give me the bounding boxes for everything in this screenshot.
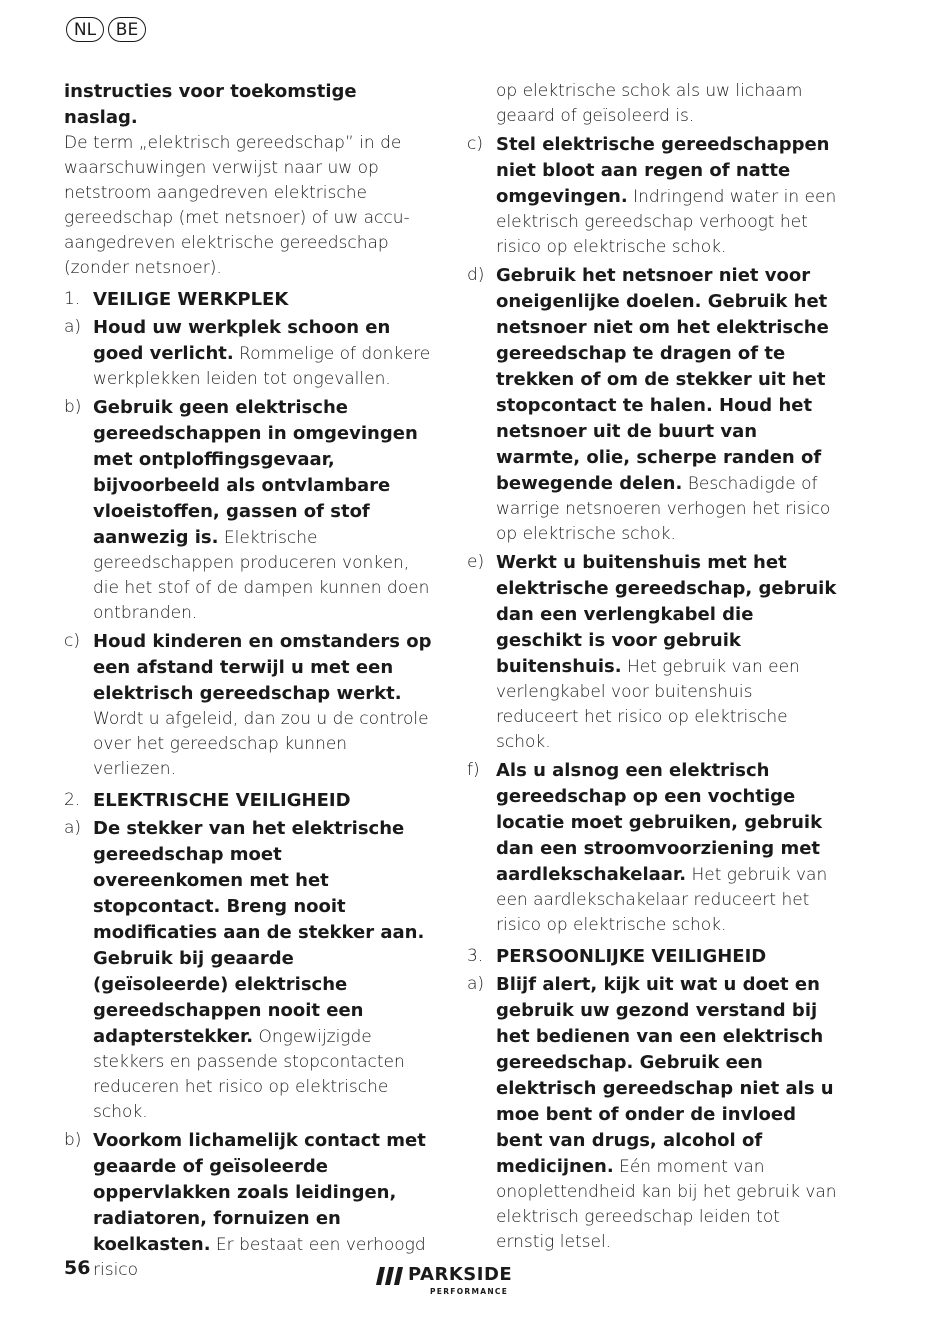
list-item-1b <box>64 395 434 626</box>
section-heading-2 <box>64 788 434 813</box>
language-badge-be: BE <box>108 17 146 42</box>
item-letter: b) <box>64 397 82 417</box>
list-item-2e <box>467 550 839 755</box>
item-text: Eén moment van onoplettendheid kan bij het gebruik van elektrisch gereedschap leiden tot ernstig letsel. <box>496 1157 837 1252</box>
item-bold: Werkt u buitenshuis met het elektrische gereedschap, gebruik dan een verlengkabel die geschikt is voor gebruik buitenshuis. <box>496 552 837 677</box>
intro-text: De term „elektrisch gereedschap” in de waarschuwingen verwijst naar uw op netstroom aangedreven elektrische gereedschap (met netsnoer) of uw accu-aangedreven elektrische gereedschap (zonder netsnoer). <box>64 133 410 278</box>
item-text: Elektrische gereedschappen produceren vonken, die het stof of de dampen kunnen doen ontbranden. <box>93 528 430 623</box>
continuation-text: op elektrische schok als uw lichaam geaard of geïsoleerd is. <box>496 81 803 126</box>
logo-stripes-icon <box>376 1267 404 1285</box>
section-title: VEILIGE WERKPLEK <box>93 289 289 310</box>
item-text: Het gebruik van een aardlekschakelaar reduceert het risico op elektrische schok. <box>496 865 828 935</box>
list-item-2b <box>64 1128 434 1283</box>
list-item-1c <box>64 629 434 782</box>
item-text: Rommelige of donkere werkplekken leiden tot ongevallen. <box>93 344 431 389</box>
item-bold: Gebruik geen elektrische gereedschappen in omgevingen met ontploffingsgevaar, bijvoorbeeld als ontvlambare vloeistoffen, gassen of stof aanwezig is. <box>93 397 418 548</box>
item-letter: d) <box>467 265 485 285</box>
list-item-3a <box>467 972 839 1255</box>
page-number: 56 <box>64 1257 91 1279</box>
language-badge-nl: NL <box>66 17 104 42</box>
logo-subtitle: PERFORMANCE <box>430 1287 509 1296</box>
list-item-2a <box>64 816 434 1125</box>
parkside-logo <box>376 1264 536 1300</box>
item-bold: De stekker van het elektrische gereedschap moet overeenkomen met het stopcontact. Breng nooit modificaties aan de stekker aan. Gebruik bij geaarde (geïsoleerde) elektrische gereedschappen nooit een adapterstekker. <box>93 818 425 1047</box>
item-bold: Gebruik het netsnoer niet voor oneigenlijke doelen. Gebruik het netsnoer niet om het elektrische gereedschap te dragen of te trekken of om de stekker uit het stopcontact te halen. Houd het netsnoer uit de buurt van warmte, olie, scherpe randen of bewegende delen. <box>496 265 829 494</box>
list-item-2f <box>467 758 839 938</box>
item-bold: Als u alsnog een elektrisch gereedschap op een vochtige locatie moet gebruiken, gebruik dan een stroomvoorziening met aardlekschakelaar. <box>496 760 823 885</box>
item-bold: Houd uw werkplek schoon en goed verlicht. <box>93 317 391 364</box>
language-badges <box>66 17 146 42</box>
item-text: Wordt u afgeleid, dan zou u de controle over het gereedschap kunnen verliezen. <box>93 709 429 779</box>
item-letter: e) <box>467 552 485 572</box>
continuation-paragraph <box>467 79 839 129</box>
item-letter: a) <box>64 818 82 838</box>
intro-bold: instructies voor toekomstige naslag. <box>64 81 357 128</box>
section-title: ELEKTRISCHE VEILIGHEID <box>93 790 351 811</box>
section-heading-1 <box>64 287 434 312</box>
section-number: 1. <box>64 289 81 309</box>
item-letter: c) <box>64 631 80 651</box>
item-text: Het gebruik van een verlengkabel voor buitenshuis reduceert het risico op elektrische schok. <box>496 657 800 752</box>
item-letter: f) <box>467 760 480 780</box>
item-letter: a) <box>467 974 485 994</box>
left-column <box>64 79 434 1283</box>
item-bold: Stel elektrische gereedschappen niet bloot aan regen of natte omgevingen. <box>496 134 830 207</box>
section-number: 2. <box>64 790 81 810</box>
section-title: PERSOONLIJKE VEILIGHEID <box>496 946 767 967</box>
item-text: Ongewijzigde stekkers en passende stopcontacten reduceren het risico op elektrische schok. <box>93 1027 405 1122</box>
section-heading-3 <box>467 944 839 969</box>
intro-paragraph <box>64 79 434 281</box>
item-bold: Voorkom lichamelijk contact met geaarde of geïsoleerde oppervlakken zoals leidingen, radiatoren, fornuizen en koelkasten. <box>93 1130 426 1255</box>
list-item-1a <box>64 315 434 392</box>
item-text: Er bestaat een verhoogd risico <box>93 1235 426 1280</box>
item-text: Indringend water in een elektrisch gereedschap verhoogt het risico op elektrische schok. <box>496 187 837 257</box>
item-letter: b) <box>64 1130 82 1150</box>
item-bold: Blijf alert, kijk uit wat u doet en gebruik uw gezond verstand bij het bedienen van een elektrisch gereedschap. Gebruik een elektrisch gereedschap niet als u moe bent of onder de invloed bent van drugs, alcohol of medicijnen. <box>496 974 834 1177</box>
logo-wordmark: PARKSIDE <box>408 1264 513 1285</box>
item-text: Beschadigde of warrige netsnoeren verhogen het risico op elektrische schok. <box>496 474 831 544</box>
right-column <box>467 79 839 1255</box>
item-letter: c) <box>467 134 483 154</box>
section-number: 3. <box>467 946 484 966</box>
item-letter: a) <box>64 317 82 337</box>
item-bold: Houd kinderen en omstanders op een afstand terwijl u met een elektrisch gereedschap werkt. <box>93 631 432 704</box>
list-item-2d <box>467 263 839 547</box>
list-item-2c <box>467 132 839 260</box>
